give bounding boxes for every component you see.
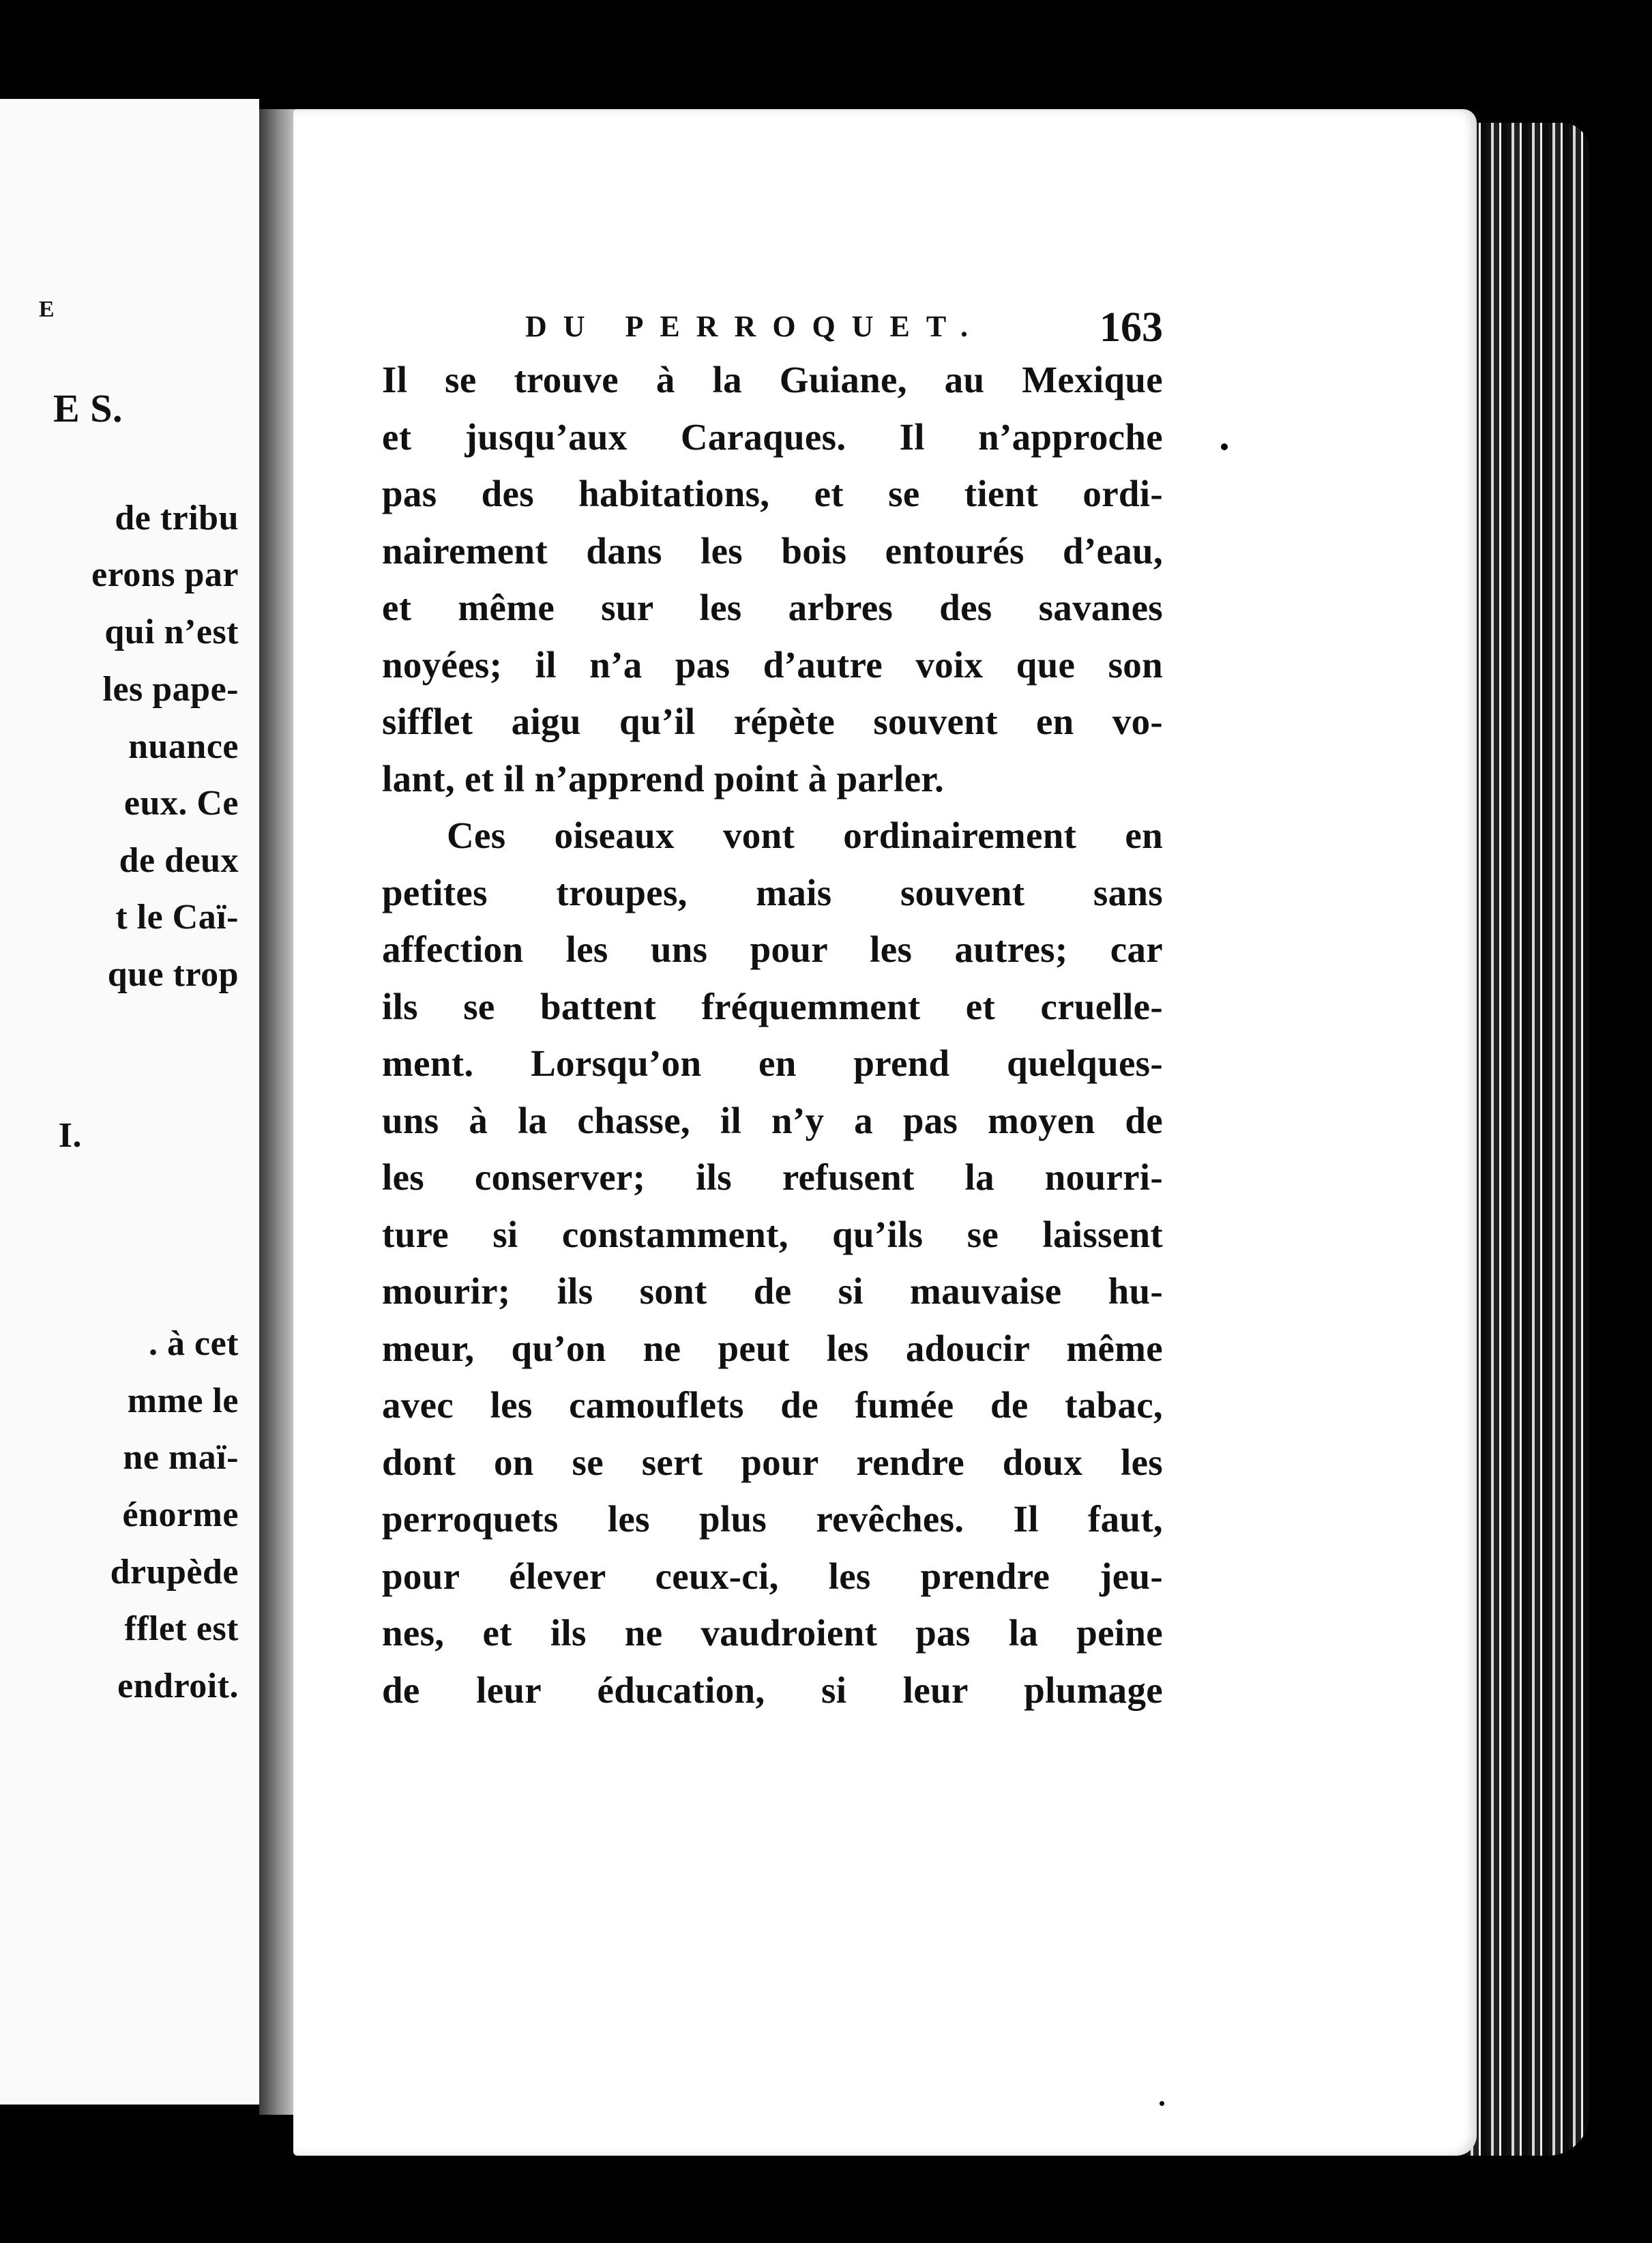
page-number: 163 — [1100, 304, 1163, 351]
left-page-line: qui n’est — [104, 613, 239, 651]
ink-speck — [1221, 443, 1228, 450]
text-line: pas des habitations, et se tient ordi- — [382, 473, 1163, 514]
left-page-line: . à cet — [149, 1324, 239, 1363]
running-head — [525, 304, 1163, 351]
text-line: ment. Lorsqu’on en prend quelques- — [382, 1042, 1163, 1084]
left-page-line: énorme — [122, 1495, 239, 1534]
text-line: ils se battent fréquemment et cruelle- — [382, 985, 1163, 1027]
left-page-line: de deux — [119, 841, 239, 880]
page-edges — [1466, 123, 1589, 2156]
left-page-line: fflet est — [124, 1609, 239, 1648]
body-text — [382, 351, 1163, 1718]
text-line: et même sur les arbres des savanes — [382, 587, 1163, 628]
left-page-line: de tribu — [115, 499, 239, 538]
text-line: nairement dans les bois entourés d’eau, — [382, 529, 1163, 572]
ink-speck — [1160, 2101, 1164, 2106]
left-page-line: E — [38, 297, 55, 322]
text-line: meur, qu’on ne peut les adoucir même — [382, 1327, 1163, 1369]
running-title: DU PERROQUET. — [525, 310, 984, 343]
text-line: Ces oiseaux vont ordinairement en — [447, 815, 1163, 856]
text-line: dont on se sert pour rendre doux les — [382, 1441, 1163, 1483]
text-line: noyées; il n’a pas d’autre voix que son — [382, 643, 1163, 686]
left-page-line: nuance — [128, 727, 239, 766]
left-page-line: drupède — [110, 1553, 239, 1592]
text-line: de leur éducation, si leur plumage — [382, 1669, 1163, 1711]
left-page-line: erons par — [91, 555, 239, 594]
left-page-line: t le Caï- — [115, 898, 239, 937]
text-line: affection les uns pour les autres; car — [382, 928, 1163, 970]
left-page-line: ne maï- — [123, 1438, 239, 1477]
text-line: ture si constamment, qu’ils se laissent — [382, 1213, 1163, 1255]
left-page-line: E S. — [53, 386, 123, 430]
text-line: sifflet aigu qu’il répète souvent en vo- — [382, 701, 1163, 742]
text-line: et jusqu’aux Caraques. Il n’approche — [382, 415, 1163, 458]
left-page-line: I. — [58, 1116, 82, 1155]
left-page-line: les pape- — [102, 670, 239, 709]
text-line: lant, et il n’apprend point à parler. — [382, 757, 944, 800]
text-line: mourir; ils sont de si mauvaise hu- — [382, 1270, 1163, 1312]
text-line: perroquets les plus revêches. Il faut, — [382, 1498, 1163, 1540]
left-page-line: eux. Ce — [123, 784, 239, 823]
text-line: Il se trouve à la Guiane, au Mexique — [382, 359, 1163, 400]
text-line: avec les camouflets de fumée de tabac, — [382, 1384, 1163, 1426]
left-page-line: mme le — [127, 1381, 239, 1420]
text-line: petites troupes, mais souvent sans — [382, 871, 1163, 913]
left-page-fragment — [0, 99, 259, 2105]
text-line: les conserver; ils refusent la nourri- — [382, 1156, 1163, 1198]
left-page-line: que trop — [107, 955, 239, 994]
text-line: pour élever ceux-ci, les prendre jeu- — [382, 1555, 1163, 1597]
text-line: uns à la chasse, il n’y a pas moyen de — [382, 1099, 1163, 1141]
text-line: nes, et ils ne vaudroient pas la peine — [382, 1612, 1163, 1654]
left-page-line: endroit. — [117, 1667, 239, 1705]
